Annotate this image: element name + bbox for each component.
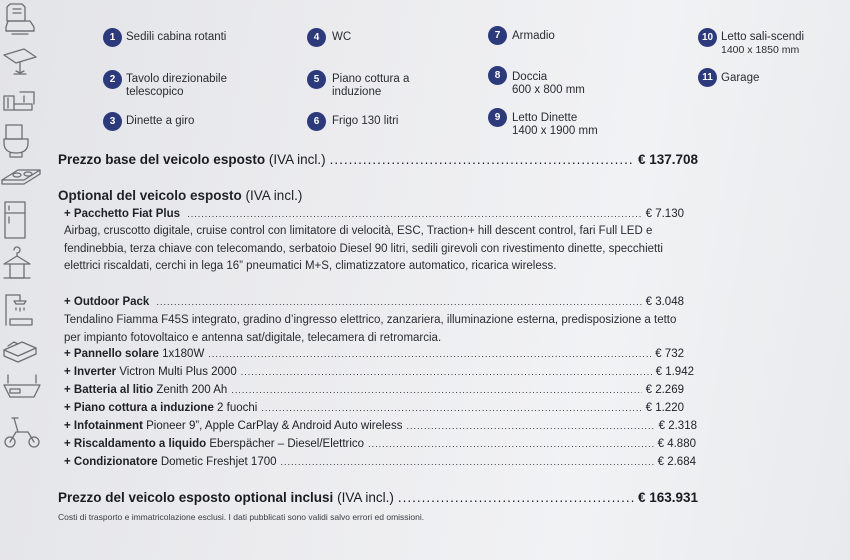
- optional-item-solar-panel: + Pannello solare 1x180W ..... € 732: [64, 348, 684, 360]
- feature-label: Letto sali-scendi 1400 x 1850 mm: [721, 31, 805, 56]
- base-price-row: [58, 152, 698, 167]
- base-price-label: Prezzo base del veicolo esposto: [58, 152, 266, 167]
- item-price: € 1.942: [655, 366, 694, 378]
- feature-label: Armadio: [512, 30, 555, 42]
- feature-number-badge: 6: [307, 112, 326, 131]
- feature-label: Tavolo direzionabile telescopico: [126, 73, 228, 98]
- feature-number-badge: 5: [307, 70, 326, 89]
- fridge-icon: [0, 199, 30, 241]
- optionals-title: Optional del veicolo esposto (IVA incl.): [58, 188, 303, 203]
- total-price-vat: (IVA incl.): [337, 490, 394, 505]
- feature-number-badge: 10: [698, 28, 717, 47]
- dot-leader: [406, 420, 654, 432]
- dot-leader: [281, 456, 654, 468]
- shower-icon: [0, 289, 36, 329]
- optional-item-infotainment: + Infotainment Pioneer 9”, Apple CarPlay & Android Auto wireless ..... € 2.318: [64, 420, 697, 432]
- item-description: Airbag, cruscotto digitale, cruise control con limitatore di velocità, ESC, Traction+ hill descent control, fari Full LED e fendinebbia, terza chiave con telecomando, serbatoio Diesel 90 litri, sedili girevoli con rivestimento dinette, specchietti elettrici riscaldati, cerchi in lega 16” pneumatici M+S, climatizzatore automatico, ricarica wireless.: [64, 225, 663, 272]
- dot-leader: [330, 152, 634, 167]
- feature-number-badge: 9: [488, 108, 507, 127]
- optional-item-induction-cooktop: + Piano cottura a induzione 2 fuochi ..... € 1.220: [64, 402, 684, 414]
- feature-label: Doccia 600 x 800 mm: [512, 71, 585, 96]
- feature-label: WC: [332, 31, 352, 43]
- feature-label: Garage: [721, 72, 760, 84]
- total-price-value: € 163.931: [637, 490, 698, 505]
- feature-number-badge: 3: [103, 112, 122, 131]
- wardrobe-icon: [0, 246, 36, 284]
- dot-leader: [208, 348, 651, 360]
- feature-number-badge: 7: [488, 26, 507, 45]
- item-price: € 4.880: [657, 438, 696, 450]
- optional-item-inverter: + Inverter Victron Multi Plus 2000 ..... € 1.942: [64, 366, 694, 378]
- feature-number-badge: 8: [488, 66, 507, 85]
- optional-item-lithium-battery: + Batteria al litio Zenith 200 Ah ..... € 2.269: [64, 384, 684, 396]
- item-price: € 3.048: [645, 296, 684, 308]
- feature-number-badge: 1: [103, 28, 122, 47]
- dot-leader: [368, 438, 654, 450]
- dot-leader: [241, 366, 652, 378]
- feature-number-badge: 11: [698, 68, 717, 87]
- dot-leader: [398, 490, 634, 505]
- item-price: € 732: [655, 348, 684, 360]
- optional-item-outdoor-pack: + Outdoor Pack ..... € 3.048: [64, 296, 684, 308]
- dot-leader: [187, 208, 641, 220]
- feature-label: Piano cottura a induzione: [332, 73, 410, 98]
- item-price: € 2.318: [658, 420, 697, 432]
- item-price: € 1.220: [645, 402, 684, 414]
- cooktop-icon: [0, 166, 42, 194]
- feature-number-badge: 4: [307, 28, 326, 47]
- dot-leader: [231, 384, 641, 396]
- item-price: € 7.130: [645, 208, 684, 220]
- dinette-bed-icon: [0, 334, 40, 366]
- item-price: € 2.684: [657, 456, 696, 468]
- base-price-vat: (IVA incl.): [268, 152, 326, 167]
- item-price: € 2.269: [645, 384, 684, 396]
- base-price-value: € 137.708: [637, 152, 698, 167]
- optional-item-air-conditioner: + Condizionatore Dometic Freshjet 1700 ..... € 2.684: [64, 456, 696, 468]
- dot-leader: [261, 402, 641, 414]
- feature-label: Frigo 130 litri: [332, 115, 399, 127]
- dot-leader: [157, 296, 642, 308]
- footnote: Costi di trasporto e immatricolazione esclusi. I dati pubblicati sono validi salvo errori ed omissioni.: [58, 512, 425, 522]
- rotating-seat-icon: [0, 0, 38, 40]
- dinette-icon: [0, 84, 40, 116]
- feature-label: Sedili cabina rotanti: [126, 31, 227, 43]
- feature-label: Letto Dinette 1400 x 1900 mm: [512, 112, 598, 137]
- total-price-row: [58, 490, 698, 505]
- total-price-label: Prezzo del veicolo esposto optional inclusi: [58, 490, 334, 505]
- toilet-icon: [0, 121, 32, 161]
- optional-item-liquid-heating: + Riscaldamento a liquido Eberspächer – Diesel/Elettrico ..... € 4.880: [64, 438, 696, 450]
- scooter-garage-icon: [0, 410, 42, 450]
- drop-down-bed-icon: [0, 371, 44, 405]
- table-icon: [0, 45, 40, 79]
- optional-item-fiat-plus: + Pacchetto Fiat Plus ..... € 7.130: [64, 208, 684, 220]
- feature-number-badge: 2: [103, 70, 122, 89]
- feature-label: Dinette a giro: [126, 115, 195, 127]
- item-description: Tendalino Fiamma F45S integrato, gradino d’ingresso elettrico, zanzariera, illuminazione esterna, predisposizione a tetto per impianto fotovoltaico e antenna sat/digitale, telecamera di retromarcia.: [64, 314, 677, 344]
